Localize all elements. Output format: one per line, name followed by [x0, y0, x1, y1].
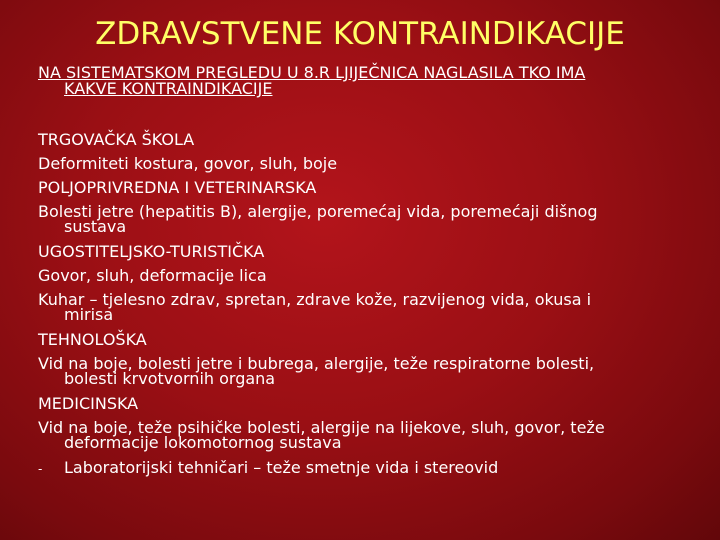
- list-item: Deformiteti kostura, govor, sluh, boje: [38, 154, 338, 173]
- list-item: [12, 456, 698, 481]
- list-item: [38, 416, 698, 456]
- list-item: Govor, sluh, deformacije lica: [38, 266, 267, 285]
- school-heading-poljoprivredna: POLJOPRIVREDNA I VETERINARSKA: [38, 178, 317, 197]
- list-item-line-1: Vid na boje, bolesti jetre i bubrega, alergije, teže respiratorne bolesti,: [38, 354, 595, 373]
- intro-line-2: KAKVE KONTRAINDIKACIJE: [64, 79, 273, 98]
- slide-title: ZDRAVSTVENE KONTRAINDIKACIJE: [95, 16, 625, 52]
- school-heading-tehnoloska: TEHNOLOŠKA: [38, 330, 147, 349]
- list-item-line-2: deformacije lokomotornog sustava: [64, 433, 342, 452]
- list-item-line-1: Bolesti jetre (hepatitis B), alergije, poremećaj vida, poremećaji dišnog: [38, 202, 598, 221]
- list-item-line-1: Kuhar – tjelesno zdrav, spretan, zdrave kože, razvijenog vida, okusa i: [38, 290, 592, 309]
- list-item: [38, 352, 698, 392]
- list-item: [38, 200, 698, 240]
- dash-bullet: -: [38, 462, 43, 476]
- list-item-line-2: mirisa: [64, 305, 114, 324]
- list-item: [38, 288, 698, 328]
- intro-line-1: NA SISTEMATSKOM PREGLEDU U 8.R LJIJEČNICA NAGLASILA TKO IMA: [38, 63, 586, 82]
- list-item-line-2: sustava: [64, 217, 127, 236]
- contraindications-list: [38, 128, 698, 481]
- list-item-line-2: bolesti krvotvornih organa: [64, 369, 276, 388]
- school-heading-ugostiteljsko: UGOSTITELJSKO-TURISTIČKA: [38, 242, 265, 261]
- intro-note: [38, 65, 688, 97]
- school-heading-medicinska: MEDICINSKA: [38, 394, 139, 413]
- school-heading-trgovacka: TRGOVAČKA ŠKOLA: [38, 130, 195, 149]
- list-item-line-1: Vid na boje, teže psihičke bolesti, alergije na lijekove, sluh, govor, teže: [38, 418, 605, 437]
- list-item-text: Laboratorijski tehničari – teže smetnje vida i stereovid: [64, 458, 499, 477]
